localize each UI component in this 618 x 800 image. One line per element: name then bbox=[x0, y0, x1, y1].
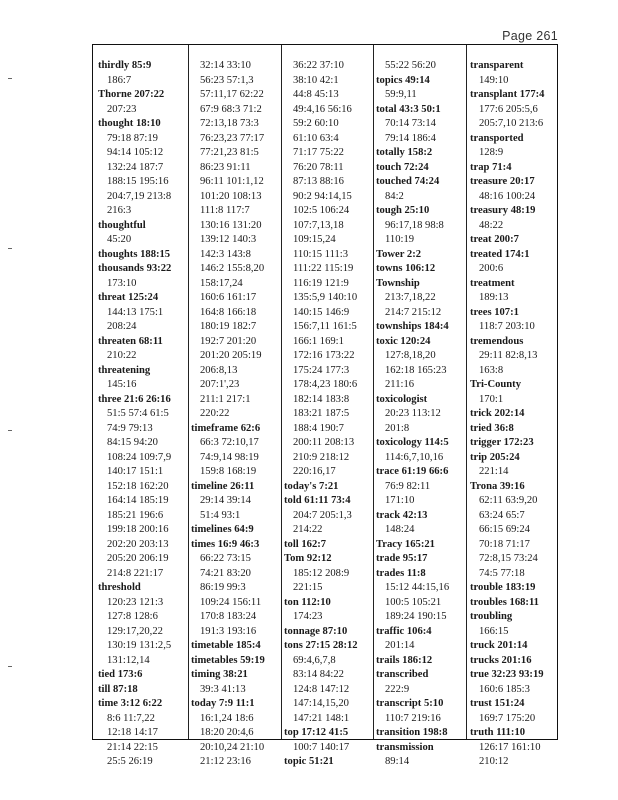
index-entry-term: told 61:11 73:4 bbox=[284, 495, 351, 506]
index-entry-term: trip 205:24 bbox=[470, 451, 520, 463]
index-entry-references: 18:20 20:4,6 bbox=[200, 727, 254, 738]
index-entry-references: 201:8 bbox=[385, 422, 410, 434]
index-entry-references: 169:7 175:20 bbox=[479, 712, 536, 724]
index-entry-references: 69:4,6,7,8 bbox=[293, 654, 336, 666]
index-entry-term: threshold bbox=[98, 582, 141, 593]
index-entry-references: 79:18 87:19 bbox=[107, 132, 158, 144]
index-entry-term: tons 27:15 28:12 bbox=[284, 640, 358, 651]
margin-mark bbox=[8, 666, 12, 667]
index-entry-references: 170:8 183:24 bbox=[200, 611, 257, 622]
index-entry-term: three 21:6 26:16 bbox=[98, 393, 171, 405]
index-entry-references: 76:9 82:11 bbox=[385, 480, 431, 492]
index-entry-references: 127:8 128:6 bbox=[107, 611, 158, 622]
index-entry-references: 51:5 57:4 61:5 bbox=[107, 408, 169, 419]
index-entry-term: threaten 68:11 bbox=[98, 335, 163, 347]
index-entry-references: 110:19 bbox=[385, 234, 415, 245]
index-entry-references: 156:7,11 161:5 bbox=[293, 321, 357, 332]
index-entry-term: trigger 172:23 bbox=[470, 437, 534, 448]
index-entry-references: 111:22 115:19 bbox=[293, 263, 354, 274]
index-entry-term: transported bbox=[470, 132, 524, 144]
index-entry-references: 84:2 bbox=[385, 190, 404, 202]
index-entry-term: thirdly 85:9 bbox=[98, 60, 152, 71]
index-entry-term: trails 186:12 bbox=[376, 654, 433, 666]
index-entry-references: 57:11,17 62:22 bbox=[200, 89, 264, 100]
index-entry-term: trades 11:8 bbox=[376, 567, 426, 579]
index-entry-references: 49:4,16 56:16 bbox=[293, 103, 352, 115]
index-entry-references: 135:5,9 140:10 bbox=[293, 292, 358, 303]
index-entry-references: 72:8,15 73:24 bbox=[479, 553, 538, 564]
index-entry-term: timetables 59:19 bbox=[191, 654, 265, 666]
index-entry-references: 66:22 73:15 bbox=[200, 553, 251, 564]
index-column-4 bbox=[376, 59, 449, 770]
index-entry-term: transparent bbox=[470, 60, 524, 71]
index-entry-term: tied 173:6 bbox=[98, 669, 143, 680]
index-entry-references: 171:10 bbox=[385, 495, 415, 506]
index-entry-references: 21:14 22:15 bbox=[107, 741, 158, 753]
index-entry-references: 124:8 147:12 bbox=[293, 683, 350, 695]
index-entry-references: 186:7 bbox=[107, 74, 132, 86]
column-divider bbox=[188, 45, 189, 739]
index-entry-references: 144:13 175:1 bbox=[107, 306, 164, 318]
index-entry-references: 207:23 bbox=[107, 103, 137, 115]
index-entry-references: 32:14 33:10 bbox=[200, 60, 251, 71]
index-entry-references: 16:1,24 18:6 bbox=[200, 712, 254, 724]
index-entry-term: touched 74:24 bbox=[376, 176, 440, 187]
index-entry-term: treasure 20:17 bbox=[470, 176, 535, 187]
index-entry-references: 147:14,15,20 bbox=[293, 698, 349, 709]
index-entry-term: troubles 168:11 bbox=[470, 596, 539, 608]
index-entry-term: today's 7:21 bbox=[284, 480, 339, 492]
index-entry-references: 189:24 190:15 bbox=[385, 611, 447, 622]
index-entry-references: 100:7 140:17 bbox=[293, 741, 350, 753]
index-entry-term: ton 112:10 bbox=[284, 596, 331, 608]
index-entry-references: 25:5 26:19 bbox=[107, 756, 153, 767]
index-column-2 bbox=[191, 59, 265, 770]
index-entry-term: track 42:13 bbox=[376, 509, 428, 521]
index-entry-term: Trona 39:16 bbox=[470, 480, 525, 492]
index-entry-references: 110:15 111:3 bbox=[293, 248, 349, 260]
index-entry-references: 160:6 185:3 bbox=[479, 683, 530, 695]
index-entry-references: 130:16 131:20 bbox=[200, 219, 262, 231]
index-entry-references: 86:23 91:11 bbox=[200, 161, 251, 173]
index-entry-references: 55:22 56:20 bbox=[385, 60, 436, 71]
index-entry-references: 71:17 75:22 bbox=[293, 147, 344, 158]
index-entry-references: 199:18 200:16 bbox=[107, 524, 169, 535]
index-entry-term: top 17:12 41:5 bbox=[284, 727, 349, 738]
index-entry-references: 170:1 bbox=[479, 393, 504, 405]
index-entry-term: transcribed bbox=[376, 669, 429, 680]
index-entry-references: 36:22 37:10 bbox=[293, 60, 344, 71]
index-entry-references: 221:14 bbox=[479, 466, 509, 477]
index-entry-term: thoughtful bbox=[98, 219, 146, 231]
index-entry-references: 192:7 201:20 bbox=[200, 335, 257, 347]
index-entry-references: 102:5 106:24 bbox=[293, 205, 350, 216]
index-entry-references: 220:16,17 bbox=[293, 466, 336, 477]
index-entry-references: 147:21 148:1 bbox=[293, 712, 350, 724]
index-entry-term: towns 106:12 bbox=[376, 263, 436, 274]
index-entry-term: threat 125:24 bbox=[98, 292, 159, 303]
page-number: Page 261 bbox=[502, 29, 558, 43]
index-entry-references: 90:2 94:14,15 bbox=[293, 190, 352, 202]
index-entry-references: 114:6,7,10,16 bbox=[385, 451, 444, 463]
index-entry-references: 29:14 39:14 bbox=[200, 495, 251, 506]
index-entry-term: treatment bbox=[470, 277, 515, 289]
index-entry-references: 51:4 93:1 bbox=[200, 509, 241, 521]
index-entry-references: 72:13,18 73:3 bbox=[200, 118, 259, 129]
index-entry-term: trick 202:14 bbox=[470, 408, 525, 419]
index-entry-term: trust 151:24 bbox=[470, 698, 525, 709]
index-entry-references: 200:11 208:13 bbox=[293, 437, 355, 448]
index-entry-references: 76:23,23 77:17 bbox=[200, 132, 265, 144]
index-entry-term: transplant 177:4 bbox=[470, 89, 545, 100]
index-entry-term: times 16:9 46:3 bbox=[191, 538, 260, 550]
index-entry-references: 163:8 bbox=[479, 364, 504, 376]
index-entry-references: 116:19 121:9 bbox=[293, 277, 349, 289]
margin-mark bbox=[8, 248, 12, 249]
index-entry-references: 158:17,24 bbox=[200, 277, 243, 289]
index-entry-references: 77:21,23 81:5 bbox=[200, 147, 259, 158]
index-entry-term: topic 51:21 bbox=[284, 756, 334, 767]
index-entry-references: 70:18 71:17 bbox=[479, 538, 530, 550]
index-entry-references: 109:15,24 bbox=[293, 234, 336, 245]
column-divider bbox=[281, 45, 282, 739]
index-entry-term: tough 25:10 bbox=[376, 205, 430, 216]
index-entry-references: 183:21 187:5 bbox=[293, 408, 350, 419]
index-entry-references: 62:11 63:9,20 bbox=[479, 495, 538, 506]
index-entry-references: 148:24 bbox=[385, 524, 415, 535]
index-entry-references: 146:2 155:8,20 bbox=[200, 263, 265, 274]
index-entry-references: 140:15 146:9 bbox=[293, 306, 350, 318]
index-entry-references: 220:22 bbox=[200, 408, 230, 419]
index-entry-references: 131:12,14 bbox=[107, 654, 150, 666]
index-entry-references: 164:8 166:18 bbox=[200, 306, 257, 318]
index-entry-term: toll 162:7 bbox=[284, 538, 327, 550]
index-entry-term: tried 36:8 bbox=[470, 422, 514, 434]
index-entry-references: 166:15 bbox=[479, 625, 509, 637]
index-entry-references: 29:11 82:8,13 bbox=[479, 350, 538, 361]
index-entry-references: 200:6 bbox=[479, 263, 504, 274]
index-entry-references: 48:16 100:24 bbox=[479, 190, 536, 202]
index-entry-references: 182:14 183:8 bbox=[293, 393, 350, 405]
index-entry-references: 100:5 105:21 bbox=[385, 596, 442, 608]
index-entry-references: 214:22 bbox=[293, 524, 323, 535]
index-entry-term: treated 174:1 bbox=[470, 248, 530, 260]
index-entry-references: 66:15 69:24 bbox=[479, 524, 530, 535]
index-entry-term: transcript 5:10 bbox=[376, 698, 444, 709]
index-entry-references: 180:19 182:7 bbox=[200, 321, 257, 332]
index-entry-references: 76:20 78:11 bbox=[293, 161, 344, 173]
index-entry-references: 159:8 168:19 bbox=[200, 466, 257, 477]
index-entry-references: 214:7 215:12 bbox=[385, 306, 442, 318]
index-entry-references: 120:23 121:3 bbox=[107, 596, 164, 608]
index-entry-term: thoughts 188:15 bbox=[98, 248, 171, 260]
index-entry-term: timetable 185:4 bbox=[191, 640, 261, 651]
index-entry-references: 204:7,19 213:8 bbox=[107, 190, 172, 202]
index-entry-references: 61:10 63:4 bbox=[293, 132, 339, 144]
index-entry-references: 86:19 99:3 bbox=[200, 582, 246, 593]
index-entry-term: Tom 92:12 bbox=[284, 553, 332, 564]
index-entry-term: truck 201:14 bbox=[470, 640, 528, 651]
index-entry-references: 149:10 bbox=[479, 74, 509, 86]
index-entry-references: 172:16 173:22 bbox=[293, 350, 355, 361]
index-entry-references: 206:8,13 bbox=[200, 364, 238, 376]
index-entry-references: 126:17 161:10 bbox=[479, 741, 541, 753]
index-entry-references: 15:12 44:15,16 bbox=[385, 582, 450, 593]
index-entry-references: 211:16 bbox=[385, 379, 415, 390]
index-entry-references: 74:9,14 98:19 bbox=[200, 451, 259, 463]
index-entry-references: 211:1 217:1 bbox=[200, 393, 251, 405]
index-entry-references: 66:3 72:10,17 bbox=[200, 437, 259, 448]
index-entry-references: 205:20 206:19 bbox=[107, 553, 169, 564]
index-entry-term: timeline 26:11 bbox=[191, 480, 255, 492]
index-entry-references: 222:9 bbox=[385, 683, 410, 695]
index-entry-references: 39:3 41:13 bbox=[200, 683, 246, 695]
index-entry-references: 204:7 205:1,3 bbox=[293, 509, 352, 521]
index-entry-references: 45:20 bbox=[107, 234, 132, 245]
index-entry-references: 139:12 140:3 bbox=[200, 234, 257, 245]
index-entry-term: trace 61:19 66:6 bbox=[376, 466, 449, 477]
index-entry-references: 12:18 14:17 bbox=[107, 727, 158, 738]
index-entry-term: treat 200:7 bbox=[470, 234, 519, 245]
index-entry-references: 128:9 bbox=[479, 147, 504, 158]
index-entry-references: 8:6 11:7,22 bbox=[107, 712, 155, 724]
index-entry-references: 208:24 bbox=[107, 321, 137, 332]
index-entry-term: truth 111:10 bbox=[470, 727, 526, 738]
index-entry-references: 74:21 83:20 bbox=[200, 567, 251, 579]
index-entry-term: trade 95:17 bbox=[376, 553, 428, 564]
index-entry-term: time 3:12 6:22 bbox=[98, 698, 163, 709]
column-divider bbox=[466, 45, 467, 739]
index-entry-references: 127:8,18,20 bbox=[385, 350, 436, 361]
index-entry-references: 188:15 195:16 bbox=[107, 176, 169, 187]
index-entry-references: 160:6 161:17 bbox=[200, 292, 257, 303]
index-entry-references: 177:6 205:5,6 bbox=[479, 103, 538, 115]
index-entry-references: 185:21 196:6 bbox=[107, 509, 164, 521]
index-entry-references: 48:22 bbox=[479, 219, 504, 231]
index-entry-references: 140:17 151:1 bbox=[107, 466, 164, 477]
index-entry-term: thousands 93:22 bbox=[98, 263, 172, 274]
index-entry-references: 96:11 101:1,12 bbox=[200, 176, 264, 187]
index-entry-term: thought 18:10 bbox=[98, 118, 161, 129]
index-entry-references: 221:15 bbox=[293, 582, 323, 593]
index-entry-term: townships 184:4 bbox=[376, 321, 449, 332]
index-entry-references: 83:14 84:22 bbox=[293, 669, 344, 680]
index-entry-references: 21:12 23:16 bbox=[200, 756, 251, 767]
index-entry-references: 63:24 65:7 bbox=[479, 509, 525, 521]
index-entry-term: topics 49:14 bbox=[376, 74, 430, 86]
word-index-table bbox=[92, 44, 558, 767]
index-entry-term: timing 38:21 bbox=[191, 669, 248, 680]
column-divider bbox=[373, 45, 374, 739]
index-entry-references: 44:8 45:13 bbox=[293, 89, 339, 100]
index-entry-term: trap 71:4 bbox=[470, 161, 512, 173]
index-entry-term: threatening bbox=[98, 364, 151, 376]
index-entry-references: 152:18 162:20 bbox=[107, 480, 169, 492]
index-entry-references: 210:12 bbox=[479, 756, 509, 767]
index-entry-references: 214:8 221:17 bbox=[107, 567, 164, 579]
index-entry-references: 207:1',23 bbox=[200, 379, 240, 390]
index-entry-term: trucks 201:16 bbox=[470, 654, 532, 666]
index-entry-term: transition 198:8 bbox=[376, 727, 448, 738]
index-entry-references: 38:10 42:1 bbox=[293, 74, 339, 86]
index-entry-references: 89:14 bbox=[385, 756, 410, 767]
index-entry-references: 132:24 187:7 bbox=[107, 161, 164, 173]
index-entry-references: 202:20 203:13 bbox=[107, 538, 169, 550]
index-entry-references: 189:13 bbox=[479, 292, 509, 303]
index-entry-term: toxicology 114:5 bbox=[376, 437, 449, 448]
index-entry-term: Thorne 207:22 bbox=[98, 89, 165, 100]
index-entry-term: total 43:3 50:1 bbox=[376, 103, 441, 115]
index-entry-references: 59:2 60:10 bbox=[293, 118, 339, 129]
index-entry-references: 162:18 165:23 bbox=[385, 364, 447, 376]
index-entry-term: toxic 120:24 bbox=[376, 335, 431, 347]
index-entry-term: totally 158:2 bbox=[376, 147, 433, 158]
index-entry-references: 178:4,23 180:6 bbox=[293, 379, 358, 390]
index-entry-references: 20:10,24 21:10 bbox=[200, 741, 265, 753]
index-entry-term: tonnage 87:10 bbox=[284, 625, 348, 637]
index-entry-term: today 7:9 11:1 bbox=[191, 698, 255, 709]
index-entry-references: 188:4 190:7 bbox=[293, 422, 344, 434]
index-entry-references: 210:22 bbox=[107, 350, 137, 361]
index-entry-references: 130:19 131:2,5 bbox=[107, 640, 172, 651]
index-entry-references: 174:23 bbox=[293, 611, 323, 622]
index-entry-references: 79:14 186:4 bbox=[385, 132, 436, 144]
index-entry-references: 118:7 203:10 bbox=[479, 321, 535, 332]
index-entry-term: timeframe 62:6 bbox=[191, 422, 261, 434]
index-entry-term: Tri-County bbox=[470, 379, 522, 390]
index-entry-references: 213:7,18,22 bbox=[385, 292, 436, 303]
index-entry-term: till 87:18 bbox=[98, 683, 138, 695]
index-entry-term: transmission bbox=[376, 741, 434, 753]
index-entry-term: touch 72:24 bbox=[376, 161, 429, 173]
index-entry-references: 210:9 218:12 bbox=[293, 451, 350, 463]
index-column-3 bbox=[284, 59, 358, 770]
index-entry-references: 173:10 bbox=[107, 277, 137, 289]
index-entry-references: 56:23 57:1,3 bbox=[200, 74, 254, 86]
index-entry-term: traffic 106:4 bbox=[376, 625, 432, 637]
index-entry-references: 74:9 79:13 bbox=[107, 422, 153, 434]
index-entry-references: 109:24 156:11 bbox=[200, 596, 262, 608]
index-entry-references: 142:3 143:8 bbox=[200, 248, 251, 260]
index-entry-term: Tower 2:2 bbox=[376, 248, 422, 260]
index-entry-term: timelines 64:9 bbox=[191, 524, 254, 535]
index-entry-references: 201:14 bbox=[385, 640, 415, 651]
index-entry-term: true 32:23 93:19 bbox=[470, 669, 544, 680]
index-entry-references: 145:16 bbox=[107, 379, 137, 390]
index-column-1 bbox=[98, 59, 171, 770]
index-entry-references: 96:17,18 98:8 bbox=[385, 219, 444, 231]
index-entry-term: toxicologist bbox=[376, 393, 428, 405]
index-entry-term: troubling bbox=[470, 611, 513, 622]
index-entry-references: 111:8 117:7 bbox=[200, 205, 250, 216]
index-entry-references: 59:9,11 bbox=[385, 89, 417, 100]
index-entry-references: 67:9 68:3 71:2 bbox=[200, 103, 262, 115]
index-entry-references: 101:20 108:13 bbox=[200, 190, 262, 202]
index-entry-term: treasury 48:19 bbox=[470, 205, 536, 216]
index-entry-term: Tracy 165:21 bbox=[376, 538, 435, 550]
index-entry-references: 164:14 185:19 bbox=[107, 495, 169, 506]
index-entry-references: 205:7,10 213:6 bbox=[479, 118, 544, 129]
index-entry-term: trees 107:1 bbox=[470, 306, 519, 318]
index-entry-references: 201:20 205:19 bbox=[200, 350, 262, 361]
index-entry-references: 191:3 193:16 bbox=[200, 625, 257, 637]
margin-mark bbox=[8, 78, 12, 79]
index-entry-references: 185:12 208:9 bbox=[293, 567, 350, 579]
index-entry-references: 129:17,20,22 bbox=[107, 625, 163, 637]
index-entry-references: 216:3 bbox=[107, 205, 132, 216]
index-entry-term: trouble 183:19 bbox=[470, 582, 536, 593]
index-entry-references: 84:15 94:20 bbox=[107, 437, 158, 448]
index-entry-references: 20:23 113:12 bbox=[385, 408, 441, 419]
index-entry-references: 74:5 77:18 bbox=[479, 567, 525, 579]
index-entry-references: 110:7 219:16 bbox=[385, 712, 441, 724]
index-entry-references: 175:24 177:3 bbox=[293, 364, 350, 376]
index-entry-references: 107:7,13,18 bbox=[293, 219, 344, 231]
index-entry-references: 70:14 73:14 bbox=[385, 118, 436, 129]
index-entry-references: 166:1 169:1 bbox=[293, 335, 344, 347]
index-column-5 bbox=[470, 59, 544, 770]
index-entry-term: Township bbox=[376, 277, 420, 289]
index-entry-references: 108:24 109:7,9 bbox=[107, 451, 172, 463]
index-entry-references: 94:14 105:12 bbox=[107, 147, 164, 158]
index-entry-term: tremendous bbox=[470, 335, 524, 347]
margin-mark bbox=[8, 430, 12, 431]
index-entry-references: 87:13 88:16 bbox=[293, 176, 344, 187]
